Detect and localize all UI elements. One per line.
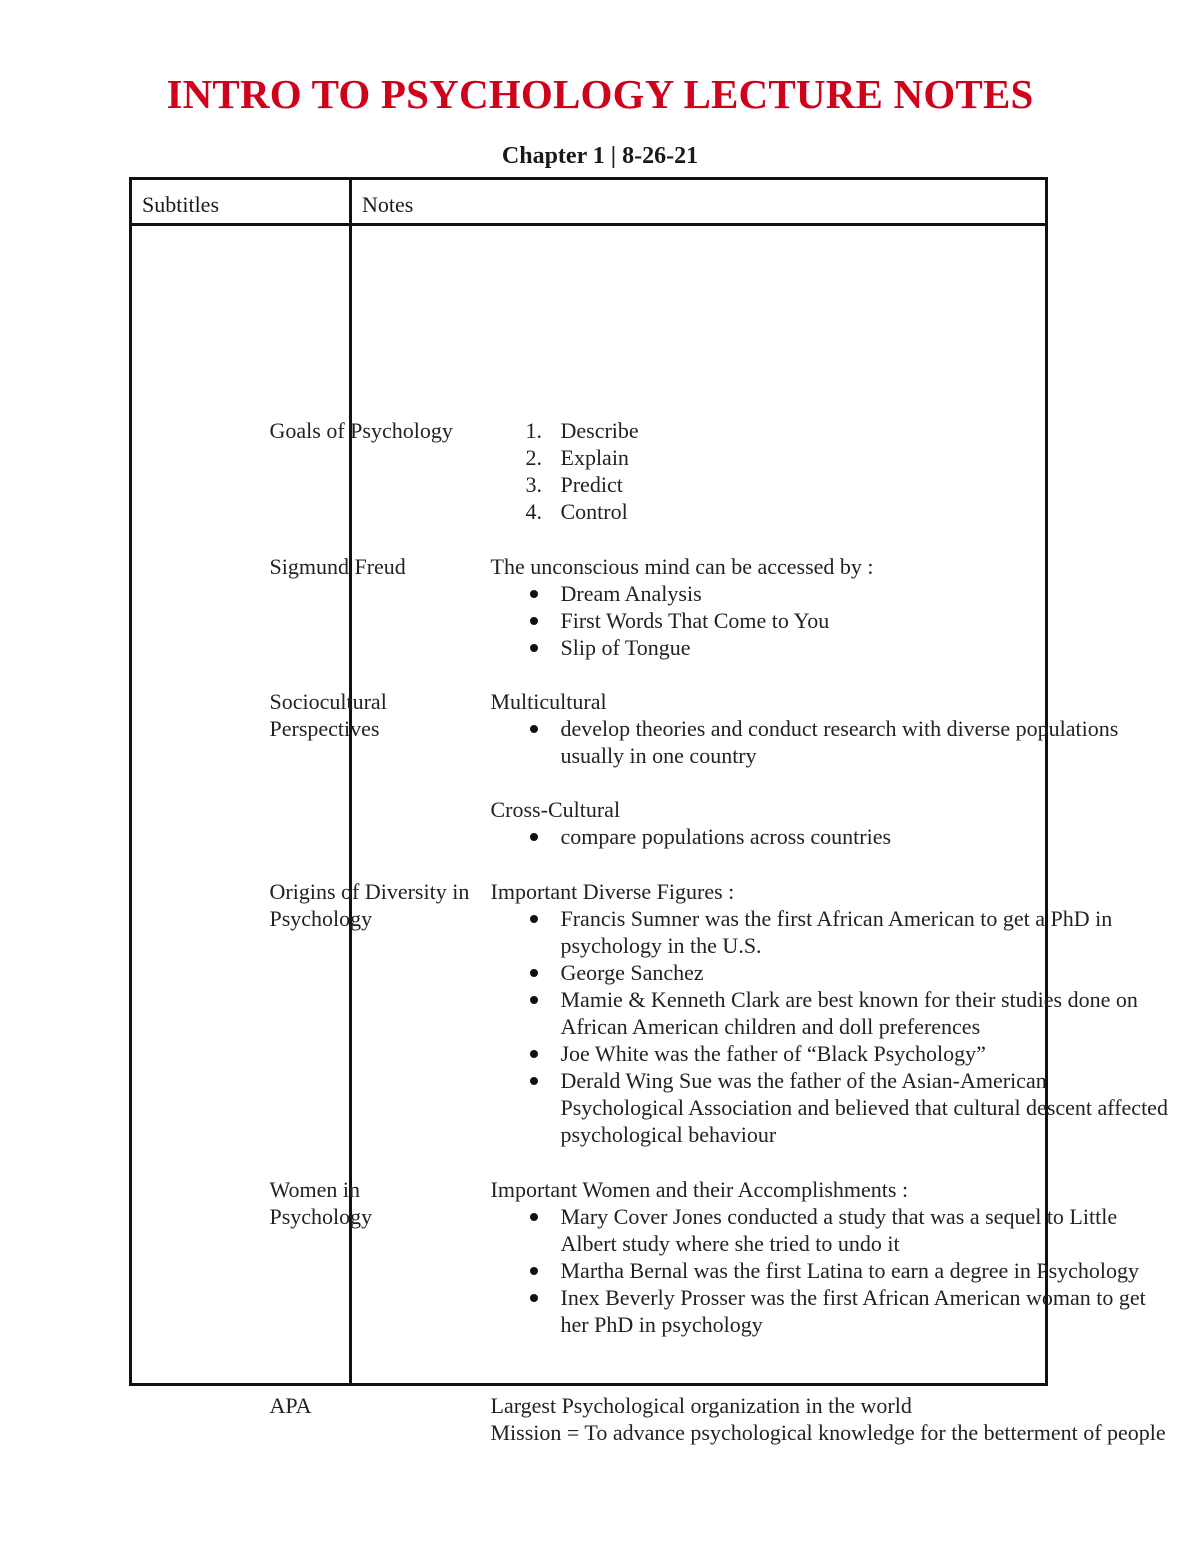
list-item: 3. Predict (525, 471, 623, 497)
list-item: 1. Describe (525, 417, 639, 443)
table-header-row (131, 179, 1047, 225)
page-title: INTRO TO PSYCHOLOGY LECTURE NOTES (166, 71, 1034, 117)
diversity-intro: Important Diverse Figures : (490, 878, 735, 904)
multicultural-list (491, 715, 1171, 769)
multicultural-heading: Multicultural (490, 688, 607, 714)
list-item: Inex Beverly Prosser was the first African American woman to get her PhD in psychology (491, 1284, 1171, 1338)
list-item: compare populations across countries (491, 823, 1171, 850)
row-label-goals: Goals of Psychology (269, 417, 453, 443)
women-notes (491, 1176, 1171, 1338)
header-subtitles: Subtitles (131, 179, 351, 225)
women-intro: Important Women and their Accomplishments : (490, 1176, 909, 1202)
row-label-diversity: Origins of Diversity in Psychology (269, 878, 470, 931)
list-item: 4. Control (525, 498, 628, 524)
diversity-list (491, 905, 1171, 1148)
list-item: Martha Bernal was the first Latina to earn a degree in Psychology (491, 1257, 1171, 1284)
list-item: Joe White was the father of “Black Psychology” (491, 1040, 1171, 1067)
apa-mission: Mission = To advance psychological knowledge for the betterment of people (490, 1419, 1166, 1445)
list-item: develop theories and conduct research with diverse populations usually in one country (491, 715, 1171, 769)
women-list (491, 1203, 1171, 1338)
row-label-women: Women in Psychology (269, 1176, 373, 1229)
apa-notes (491, 1392, 1171, 1446)
row-label-freud: Sigmund Freud (269, 553, 406, 579)
subtitles-column (131, 225, 470, 1418)
row-label-sociocultural: Sociocultural Perspectives (269, 688, 387, 741)
crosscultural-heading: Cross-Cultural (490, 796, 621, 822)
notes-table (129, 177, 1168, 1445)
list-item: Francis Sumner was the first African American to get a PhD in psychology in the U.S. (491, 905, 1171, 959)
list-item: First Words That Come to You (491, 607, 1171, 634)
freud-notes (491, 553, 1171, 661)
list-item: George Sanchez (491, 959, 1171, 986)
header-notes: Notes (351, 179, 1047, 225)
list-item: 2. Explain (525, 444, 629, 470)
sociocultural-notes (491, 688, 1171, 850)
table-body-row (131, 225, 1047, 1385)
list-item: Mamie & Kenneth Clark are best known for their studies done on African American children and doll preferences (491, 986, 1171, 1040)
diversity-notes (491, 878, 1171, 1148)
list-item: Dream Analysis (491, 580, 1171, 607)
freud-intro: The unconscious mind can be accessed by : (490, 553, 874, 579)
notes-column (351, 225, 1168, 1445)
row-label-apa: APA (269, 1392, 312, 1418)
freud-list (491, 580, 1171, 661)
list-item: Derald Wing Sue was the father of the Asian-American Psychological Association and believed that cultural descent affected psychological behaviour (491, 1067, 1171, 1148)
goals-notes (491, 417, 1171, 525)
list-item: Mary Cover Jones conducted a study that was a sequel to Little Albert study where she tried to undo it (491, 1203, 1171, 1257)
crosscultural-list (491, 823, 1171, 850)
list-item: Slip of Tongue (491, 634, 1171, 661)
goals-list (491, 417, 1171, 525)
chapter-subtitle: Chapter 1 | 8-26-21 (501, 143, 699, 169)
apa-line: Largest Psychological organization in the world (490, 1392, 912, 1418)
